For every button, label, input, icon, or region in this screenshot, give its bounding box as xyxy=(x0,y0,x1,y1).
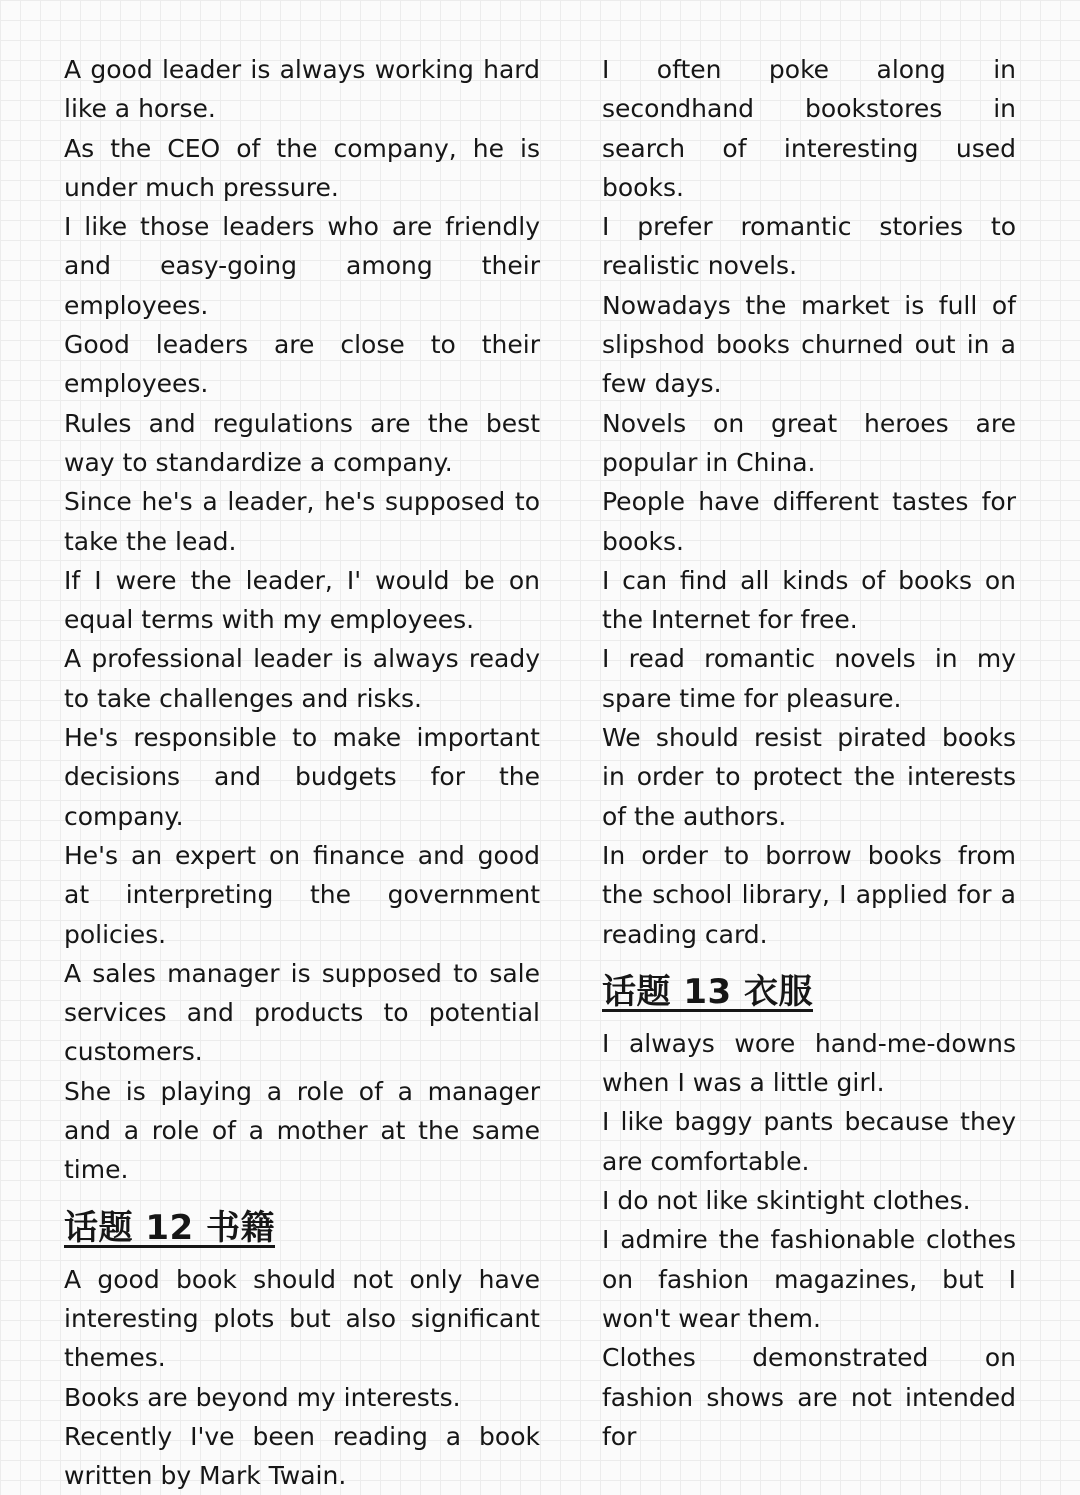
sentence: Rules and regulations are the best way to standardize a company. xyxy=(64,408,540,477)
sentence: He's responsible to make important decisions and budgets for the company. xyxy=(64,723,540,831)
sentence: People have different tastes for books. xyxy=(602,487,1016,556)
sentence: He's an expert on finance and good at interpreting the government policies. xyxy=(64,840,540,949)
sentence: A good book should not only have interesting plots but also significant themes. xyxy=(64,1264,540,1373)
leader-sentences xyxy=(64,50,540,1190)
sentence: A sales manager is supposed to sale services and products to potential customers. xyxy=(64,958,540,1067)
books-sentences-right xyxy=(602,50,1016,954)
sentence: Recently I've been reading a book written by Mark Twain. xyxy=(64,1421,540,1491)
sentence: As the CEO of the company, he is under much pressure. xyxy=(64,133,540,202)
sentence: A good leader is always working hard like a horse. xyxy=(64,55,540,124)
sentence: We should resist pirated books in order to protect the interests of the authors. xyxy=(602,723,1016,831)
sentence: I do not like skintight clothes. xyxy=(602,1186,971,1216)
left-column xyxy=(64,50,540,1495)
sentence: I often poke along in secondhand bookstores in search of interesting used books. xyxy=(602,55,1016,202)
sentence: I can find all kinds of books on the Internet for free. xyxy=(602,565,1016,635)
sentence: She is playing a role of a manager and a role of a mother at the same time. xyxy=(64,1076,540,1185)
sentence: Nowadays the market is full of slipshod books churned out in a few days. xyxy=(602,290,1016,399)
clothes-sentences xyxy=(602,1024,1016,1456)
sentence: If I were the leader, I' would be on equal terms with my employees. xyxy=(64,565,540,635)
topic-12-heading: 话题 12 书籍 xyxy=(64,1207,275,1248)
sentence: In order to borrow books from the school library, I applied for a reading card. xyxy=(602,840,1016,949)
sentence: Clothes demonstrated on fashion shows are not intended for xyxy=(602,1343,1016,1451)
sentence: I like those leaders who are friendly and easy-going among their employees. xyxy=(64,212,540,320)
topic-13-heading: 话题 13 衣服 xyxy=(602,971,813,1012)
sentence: A professional leader is always ready to take challenges and risks. xyxy=(64,644,540,713)
sentence: I like baggy pants because they are comfortable. xyxy=(602,1107,1016,1176)
books-sentences-left xyxy=(64,1260,540,1495)
sentence: Good leaders are close to their employees. xyxy=(64,330,540,399)
sentence: Since he's a leader, he's supposed to take the lead. xyxy=(64,487,540,556)
sentence: I read romantic novels in my spare time for pleasure. xyxy=(602,644,1016,713)
sentence: Books are beyond my interests. xyxy=(64,1382,461,1412)
sentence: I always wore hand-me-downs when I was a little girl. xyxy=(602,1028,1016,1098)
sentence: Novels on great heroes are popular in China. xyxy=(602,408,1016,477)
right-column xyxy=(602,50,1016,1456)
sentence: I prefer romantic stories to realistic novels. xyxy=(602,212,1016,281)
sentence: I admire the fashionable clothes on fashion magazines, but I won't wear them. xyxy=(602,1225,1016,1333)
